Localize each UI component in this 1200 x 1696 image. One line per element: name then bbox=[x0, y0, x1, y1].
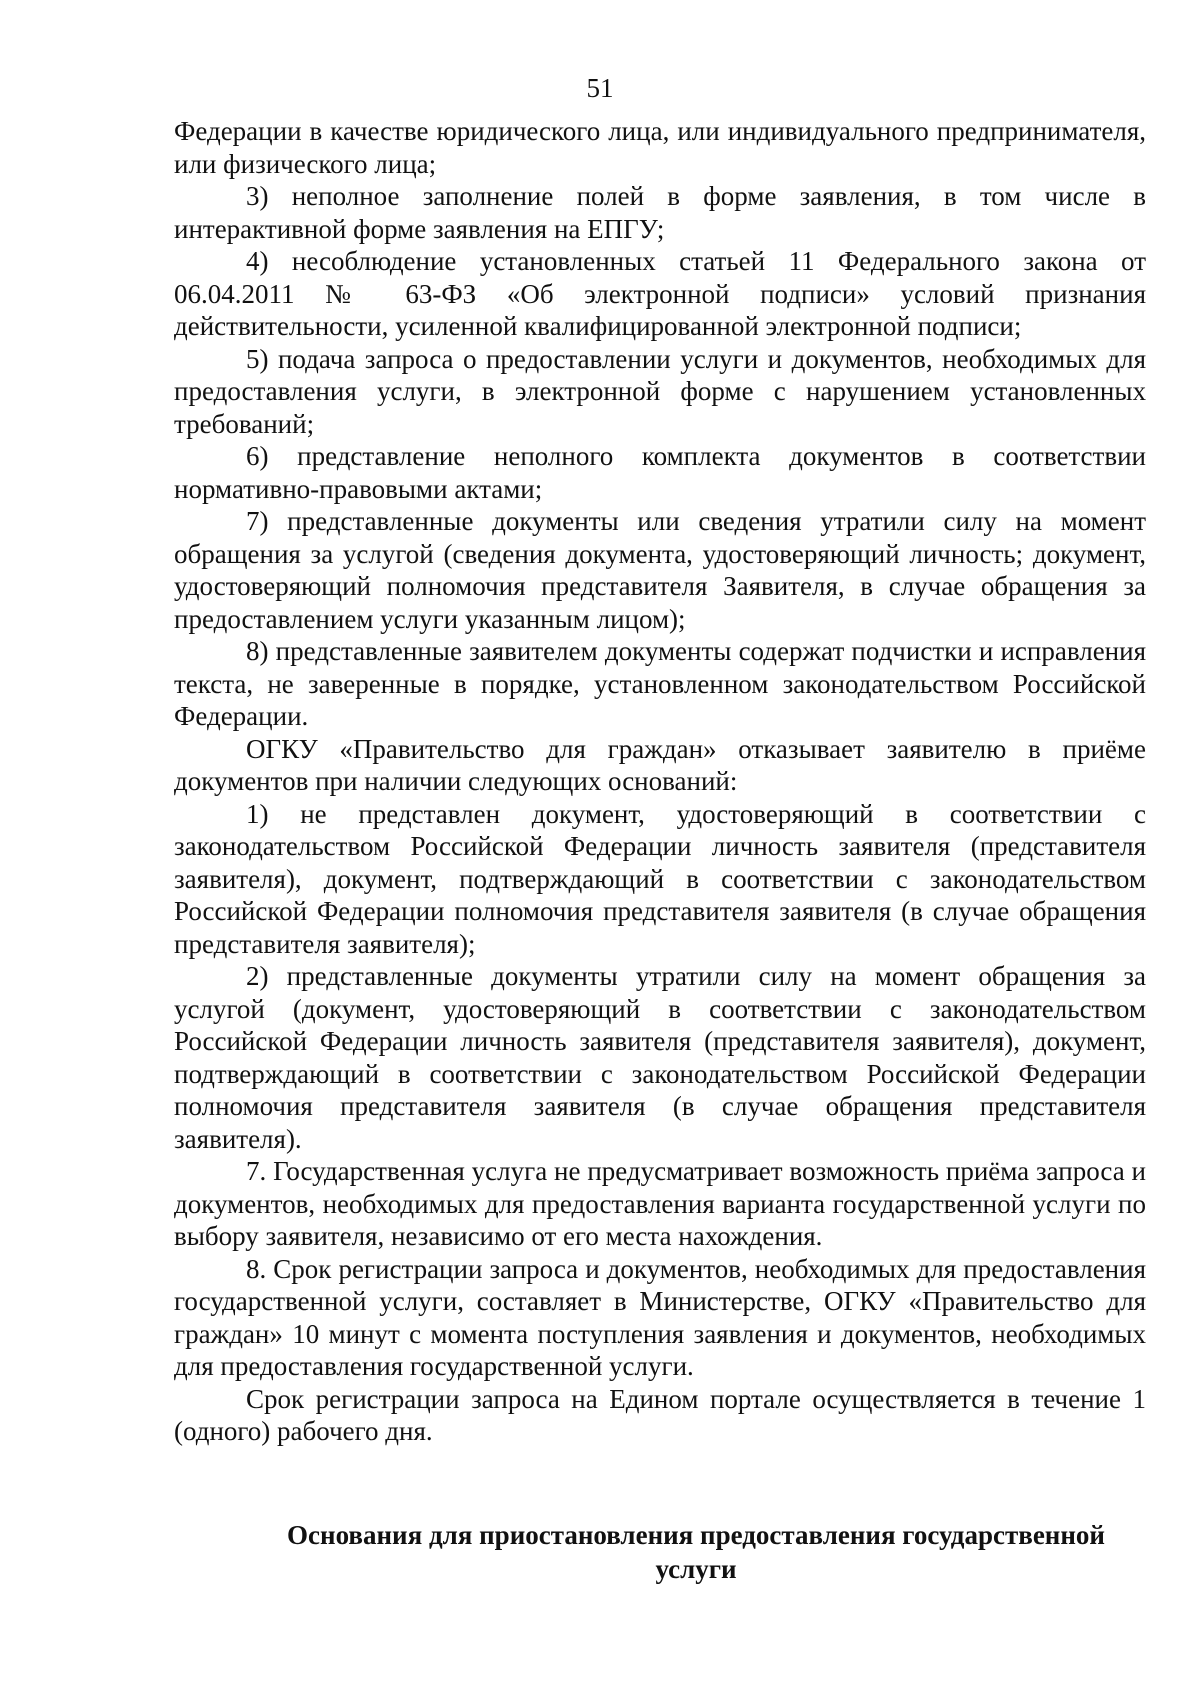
paragraph-item-8: 8) представленные заявителем документы содержат подчистки и исправления текста, не заверенные в порядке, установленном законодательством Российской Федерации. bbox=[174, 636, 1146, 731]
paragraph-refusal-item-2: 2) представленные документы утратили силу на момент обращения за услугой (документ, удостоверяющий в соответствии с законодательством Российской Федерации личность заявителя (представителя заявителя), документ, подтверждающий в соответствии с законодательством Российской Федерации полномочия представителя заявителя (в случае обращения представителя заявителя). bbox=[174, 961, 1146, 1154]
section-heading: Основания для приостановления предоставления государственной услуги bbox=[287, 1520, 1105, 1584]
paragraph-item-6: 6) представление неполного комплекта документов в соответствии нормативно-правовыми актами; bbox=[174, 441, 1146, 504]
paragraph-item-4: 4) несоблюдение установленных статьей 11 Федерального закона от 06.04.2011 № 63-ФЗ «Об электронной подписи» условий признания действительности, усиленной квалифицированной электронной подписи; bbox=[174, 246, 1146, 341]
document-body bbox=[174, 115, 1146, 1448]
paragraph-section-7: 7. Государственная услуга не предусматривает возможность приёма запроса и документов, необходимых для предоставления варианта государственной услуги по выбору заявителя, независимо от его места нахождения. bbox=[174, 1156, 1146, 1251]
paragraph-item-7: 7) представленные документы или сведения утратили силу на момент обращения за услугой (сведения документа, удостоверяющий личность; документ, удостоверяющий полномочия представителя Заявителя, в случае обращения за предоставлением услуги указанным лицом); bbox=[174, 506, 1146, 634]
page-number: 51 bbox=[586, 73, 614, 103]
paragraph-continuation: Федерации в качестве юридического лица, или индивидуального предпринимателя, или физического лица; bbox=[174, 116, 1146, 179]
paragraph-registration-term: Срок регистрации запроса на Едином портале осуществляется в течение 1 (одного) рабочего дня. bbox=[174, 1383, 1146, 1446]
paragraph-item-3: 3) неполное заполнение полей в форме заявления, в том числе в интерактивной форме заявления на ЕПГУ; bbox=[174, 181, 1146, 244]
paragraph-refusal-item-1: 1) не представлен документ, удостоверяющий в соответствии с законодательством Российской Федерации личность заявителя (представителя заявителя), документ, подтверждающий в соответствии с законодательством Российской Федерации полномочия представителя заявителя (в случае обращения представителя заявителя); bbox=[174, 798, 1146, 959]
paragraph-item-5: 5) подача запроса о предоставлении услуги и документов, необходимых для предоставления услуги, в электронной форме с нарушением установленных требований; bbox=[174, 343, 1146, 439]
paragraph-section-8: 8. Срок регистрации запроса и документов, необходимых для предоставления государственной услуги, составляет в Министерстве, ОГКУ «Правительство для граждан» 10 минут с момента поступления заявления и документов, необходимых для предоставления государственной услуги. bbox=[174, 1253, 1146, 1381]
paragraph-ogku-refusal: ОГКУ «Правительство для граждан» отказывает заявителю в приёме документов при наличии следующих оснований: bbox=[174, 733, 1146, 796]
